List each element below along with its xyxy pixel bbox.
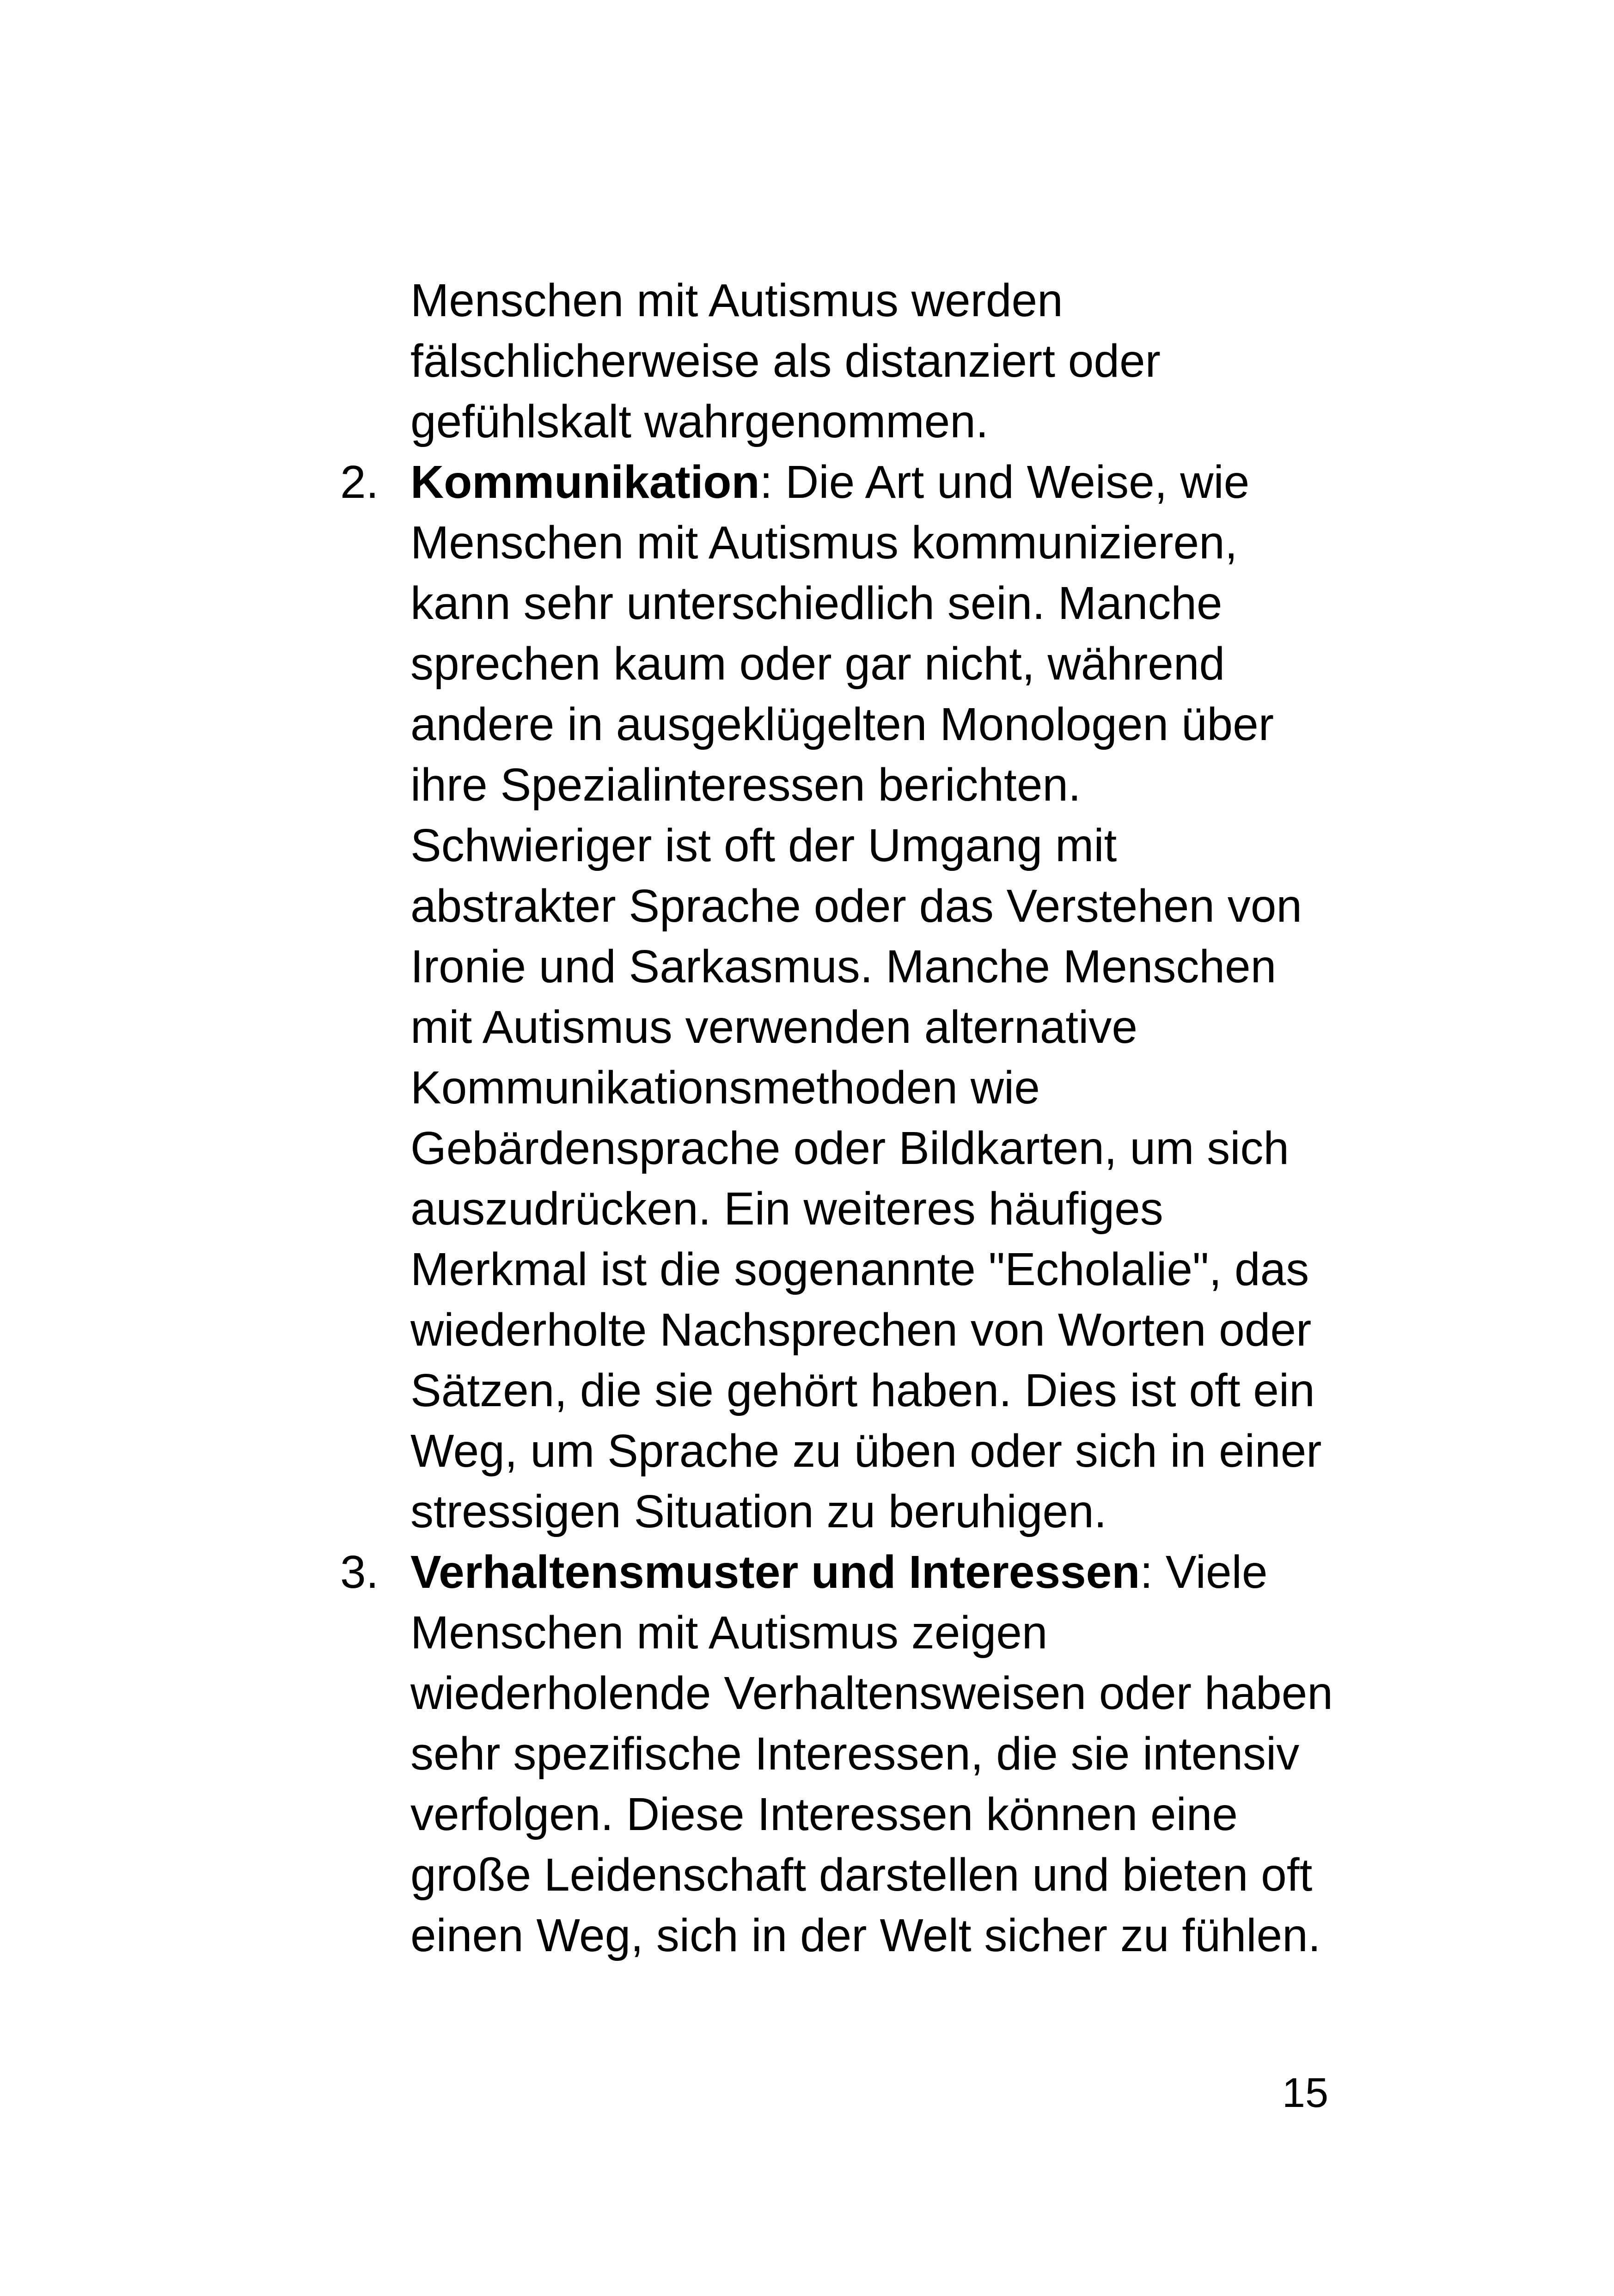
body-text: [340, 270, 1390, 1966]
list-item-body: : Die Art und Weise, wie Menschen mit Autismus kommunizieren, kann sehr unterschiedlich sein. Manche sprechen kaum oder gar nicht, während andere in ausgeklügelten Monologen über ihre Spezialinteressen berichten. Schwieriger ist oft der Umgang mit abstrakter Sprache oder das Verstehen von Ironie und Sarkasmus. Manche Menschen mit Autismus verwenden alternative Kommunikationsmethoden wie Gebärdensprache oder Bildkarten, um sich auszudrücken. Ein weiteres häufiges Merkmal ist die sogenannte "Echolalie", das wiederholte Nachsprechen von Worten oder Sätzen, die sie gehört haben. Dies ist oft ein Weg, um Sprache zu üben oder sich in einer stressigen Situation zu beruhigen.: [410, 456, 1322, 1537]
list-item-heading: Kommunikation: [410, 456, 760, 508]
list-number: 2.: [340, 456, 379, 508]
list-item-communication: [340, 452, 1390, 1542]
list-number: 3.: [340, 1546, 379, 1598]
page-number: 15: [1282, 2070, 1328, 2116]
list-item-text: [410, 452, 1390, 1542]
list-item-body: : Viele Menschen mit Autismus zeigen wiederholende Verhaltensweisen oder haben sehr spezifische Interessen, die sie intensiv verfolgen. Diese Interessen können eine große Leidenschaft darstellen und bieten oft einen Weg, sich in der Welt sicher zu fühlen.: [410, 1546, 1333, 1961]
continuation-paragraph: Menschen mit Autismus werden fälschlicherweise als distanziert oder gefühlskalt wahrgenommen.: [410, 275, 1161, 447]
list-item-behaviour: [340, 1542, 1390, 1966]
list-item-text: [410, 1542, 1390, 1966]
list-item-heading: Verhaltensmuster und Interessen: [410, 1546, 1140, 1598]
